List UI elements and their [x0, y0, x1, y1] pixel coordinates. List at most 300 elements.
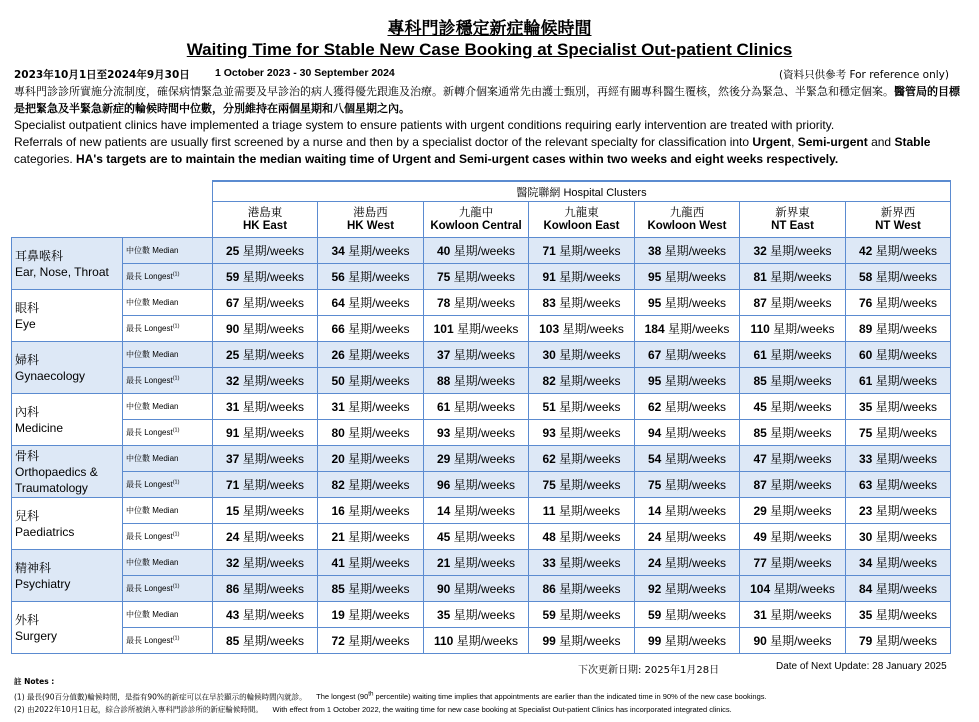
weeks-number: 14: [436, 504, 451, 518]
weeks-number: 72: [331, 634, 345, 648]
longest-footnote-mark: (1): [172, 479, 180, 486]
median-value-cell: [740, 498, 846, 524]
longest-value-cell: [635, 576, 740, 602]
specialty-name-en: Eye: [15, 316, 36, 331]
median-value-cell: [213, 498, 318, 524]
weeks-unit: 星期/weeks: [348, 530, 410, 544]
weeks-unit: 星期/weeks: [453, 530, 516, 544]
weeks-number: 33: [542, 556, 556, 570]
cluster-col-header: [529, 202, 635, 238]
weeks-unit: 星期/weeks: [668, 322, 730, 336]
weeks-number: 99: [542, 634, 556, 648]
intro-en-2: Referrals of new patients are usually first screened by a nurse and then by a specialist doctor of the relevant specialty for classification into Urgent, Semi-urgent and Stable categories. HA's targets are to maintain the median waiting time of Urgent and Semi-urgent cases within two weeks and eight weeks respectively.: [14, 135, 931, 166]
weeks-number: 79: [858, 634, 873, 648]
weeks-unit: 星期/weeks: [242, 426, 305, 440]
longest-label-en: Longest: [144, 480, 173, 489]
weeks-number: 24: [225, 530, 240, 544]
waiting-time-table: [11, 180, 951, 654]
notes: [14, 676, 969, 716]
weeks-unit: 星期/weeks: [559, 426, 621, 440]
weeks-unit: 星期/weeks: [664, 504, 727, 518]
cluster-name-zh: 九龍西: [669, 206, 705, 219]
weeks-unit: 星期/weeks: [453, 478, 516, 492]
longest-value-cell: [846, 420, 951, 446]
longest-label: [123, 264, 213, 290]
median-label-en: Median: [152, 506, 179, 515]
median-value-cell: [635, 446, 740, 472]
longest-label-en: Longest: [144, 428, 173, 437]
weeks-number: 94: [647, 426, 662, 440]
weeks-number: 59: [542, 608, 556, 622]
weeks-unit: 星期/weeks: [453, 348, 516, 362]
weeks-unit: 星期/weeks: [875, 400, 938, 414]
longest-value-cell: [213, 576, 318, 602]
notes-heading: 註 Notes :: [14, 677, 55, 686]
weeks-number: 87: [753, 478, 767, 492]
weeks-number: 71: [225, 478, 240, 492]
weeks-number: 30: [858, 530, 873, 544]
longest-footnote-mark: (1): [172, 635, 180, 642]
weeks-number: 82: [542, 374, 556, 388]
cluster-col-header: [846, 202, 951, 238]
median-label-zh: 中位數: [126, 402, 150, 411]
weeks-number: 47: [753, 452, 767, 466]
median-value-cell: [635, 342, 740, 368]
longest-value-cell: [213, 472, 318, 498]
longest-label-en: Longest: [144, 376, 173, 385]
weeks-number: 104: [750, 582, 771, 596]
longest-footnote-mark: (1): [172, 427, 180, 434]
longest-value-cell: [318, 316, 424, 342]
longest-value-cell: [846, 628, 951, 654]
weeks-number: 34: [858, 556, 873, 570]
specialty-name-en: Paediatrics: [15, 524, 75, 539]
weeks-number: 85: [331, 582, 345, 596]
median-value-cell: [318, 602, 424, 628]
median-value-cell: [635, 238, 740, 264]
weeks-number: 62: [647, 400, 662, 414]
longest-footnote-mark: (1): [172, 375, 180, 382]
weeks-unit: 星期/weeks: [348, 478, 410, 492]
weeks-unit: 星期/weeks: [348, 634, 410, 648]
longest-value-cell: [635, 420, 740, 446]
cluster-name-en: Kowloon Central: [430, 219, 522, 232]
longest-label-en: Longest: [144, 584, 173, 593]
median-value-cell: [529, 342, 635, 368]
longest-label: [123, 524, 213, 550]
median-label: [123, 550, 213, 576]
weeks-unit: 星期/weeks: [664, 452, 727, 466]
weeks-number: 91: [225, 426, 240, 440]
weeks-unit: 星期/weeks: [875, 504, 938, 518]
note-1-en-a: The longest (90: [316, 692, 369, 701]
median-value-cell: [740, 290, 846, 316]
longest-value-cell: [529, 576, 635, 602]
note-2-zh: (2) 由2022年10月1日起，綜合診所被納入專科門診診所的新症輪候時間。: [14, 704, 263, 714]
weeks-number: 75: [858, 426, 873, 440]
weeks-unit: 星期/weeks: [559, 452, 621, 466]
specialty-name-zh: 骨科: [15, 448, 40, 463]
intro-and: and: [867, 135, 895, 149]
weeks-number: 110: [433, 634, 454, 648]
cluster-col-header: [424, 202, 529, 238]
specialty-name-zh: 外科: [15, 612, 40, 627]
specialty-name: [12, 238, 123, 290]
specialty-name-zh: 兒科: [15, 508, 40, 523]
weeks-unit: 星期/weeks: [242, 374, 305, 388]
median-value-cell: [213, 290, 318, 316]
median-value-cell: [424, 342, 529, 368]
median-value-cell: [635, 498, 740, 524]
weeks-number: 76: [858, 296, 873, 310]
weeks-number: 43: [225, 608, 240, 622]
weeks-number: 32: [225, 556, 240, 570]
longest-value-cell: [846, 472, 951, 498]
weeks-number: 63: [858, 478, 873, 492]
median-value-cell: [318, 550, 424, 576]
longest-value-cell: [740, 368, 846, 394]
note-1-en-b: percentile) waiting time implies that appointments are earlier than the indicated time in 90% of the new case bookings.: [373, 692, 767, 701]
weeks-unit: 星期/weeks: [453, 400, 516, 414]
note-1-en-sup: th: [368, 690, 374, 698]
weeks-unit: 星期/weeks: [348, 608, 410, 622]
specialty-name: [12, 394, 123, 446]
weeks-unit: 星期/weeks: [453, 296, 516, 310]
median-value-cell: [424, 290, 529, 316]
weeks-number: 32: [225, 374, 240, 388]
weeks-unit: 星期/weeks: [875, 270, 938, 284]
longest-label-zh: 最長: [126, 480, 142, 489]
longest-value-cell: [424, 368, 529, 394]
median-value-cell: [846, 550, 951, 576]
weeks-unit: 星期/weeks: [348, 400, 410, 414]
weeks-unit: 星期/weeks: [348, 582, 410, 596]
specialty-name-zh: 眼科: [15, 300, 40, 315]
weeks-number: 25: [225, 348, 240, 362]
longest-value-cell: [318, 420, 424, 446]
weeks-number: 31: [753, 608, 767, 622]
cluster-name-en: HK East: [242, 219, 288, 232]
weeks-number: 29: [436, 452, 451, 466]
median-label-en: Median: [152, 402, 179, 411]
median-label-en: Median: [152, 298, 179, 307]
weeks-number: 35: [436, 608, 451, 622]
weeks-unit: 星期/weeks: [453, 504, 516, 518]
weeks-unit: 星期/weeks: [770, 608, 832, 622]
note-2-en: With effect from 1 October 2022, the waiting time for new case booking at Specialist Out-patient Clinics has incorporated integrated clinics.: [272, 704, 732, 714]
longest-label-zh: 最長: [126, 584, 142, 593]
weeks-unit: 星期/weeks: [348, 504, 410, 518]
weeks-unit: 星期/weeks: [559, 478, 621, 492]
longest-value-cell: [740, 316, 846, 342]
median-value-cell: [846, 342, 951, 368]
median-value-cell: [318, 342, 424, 368]
cluster-name-en: NT East: [771, 219, 814, 232]
weeks-number: 25: [225, 244, 240, 258]
longest-value-cell: [740, 628, 846, 654]
longest-value-cell: [213, 264, 318, 290]
specialty-name-en: Orthopaedics & Traumatology: [15, 464, 98, 495]
page-title-zh: 專科門診穩定新症輪候時間: [387, 19, 592, 39]
longest-value-cell: [424, 628, 529, 654]
weeks-unit: 星期/weeks: [559, 348, 621, 362]
cluster-col-header: [740, 202, 846, 238]
median-value-cell: [740, 238, 846, 264]
longest-value-cell: [635, 264, 740, 290]
weeks-number: 71: [542, 244, 556, 258]
longest-value-cell: [318, 576, 424, 602]
median-value-cell: [846, 446, 951, 472]
weeks-number: 75: [647, 478, 662, 492]
weeks-number: 61: [753, 348, 767, 362]
median-value-cell: [529, 550, 635, 576]
weeks-number: 58: [858, 270, 873, 284]
weeks-number: 87: [753, 296, 767, 310]
longest-value-cell: [740, 420, 846, 446]
weeks-number: 30: [542, 348, 556, 362]
median-value-cell: [424, 550, 529, 576]
weeks-number: 86: [542, 582, 556, 596]
weeks-unit: 星期/weeks: [559, 582, 621, 596]
median-value-cell: [740, 550, 846, 576]
cluster-col-header: [635, 202, 740, 238]
weeks-unit: 星期/weeks: [770, 374, 832, 388]
median-value-cell: [635, 550, 740, 576]
weeks-number: 88: [436, 374, 451, 388]
weeks-number: 184: [644, 322, 665, 336]
period-en: 1 October 2023 - 30 September 2024: [215, 67, 395, 79]
weeks-number: 49: [753, 530, 767, 544]
median-value-cell: [529, 394, 635, 420]
weeks-number: 86: [225, 582, 240, 596]
weeks-unit: 星期/weeks: [770, 504, 832, 518]
longest-value-cell: [318, 524, 424, 550]
median-value-cell: [846, 394, 951, 420]
median-value-cell: [529, 238, 635, 264]
median-label-zh: 中位數: [126, 454, 150, 463]
weeks-number: 38: [647, 244, 662, 258]
weeks-number: 21: [331, 530, 345, 544]
longest-label-zh: 最長: [126, 532, 142, 541]
weeks-number: 35: [858, 400, 873, 414]
weeks-unit: 星期/weeks: [348, 348, 410, 362]
weeks-number: 61: [436, 400, 451, 414]
longest-value-cell: [635, 472, 740, 498]
specialty-name-en: Surgery: [15, 628, 58, 643]
median-value-cell: [846, 498, 951, 524]
median-value-cell: [213, 446, 318, 472]
cluster-name-en: Kowloon East: [543, 219, 620, 232]
longest-value-cell: [424, 524, 529, 550]
longest-footnote-mark: (1): [172, 323, 180, 330]
median-label-zh: 中位數: [126, 298, 150, 307]
weeks-number: 101: [433, 322, 454, 336]
longest-footnote-mark: (1): [172, 583, 180, 590]
median-label-en: Median: [152, 246, 179, 255]
page-title-en: Waiting Time for Stable New Case Booking at Specialist Out-patient Clinics: [186, 40, 793, 59]
weeks-number: 95: [647, 374, 662, 388]
longest-value-cell: [846, 524, 951, 550]
weeks-unit: 星期/weeks: [242, 452, 305, 466]
weeks-unit: 星期/weeks: [242, 530, 305, 544]
next-update-zh: 下次更新日期: 2025年1月28日: [578, 665, 720, 676]
weeks-number: 90: [753, 634, 767, 648]
weeks-number: 31: [331, 400, 345, 414]
weeks-unit: 星期/weeks: [875, 452, 938, 466]
weeks-unit: 星期/weeks: [664, 478, 727, 492]
median-value-cell: [846, 602, 951, 628]
weeks-number: 83: [542, 296, 556, 310]
weeks-unit: 星期/weeks: [559, 556, 621, 570]
median-label-zh: 中位數: [126, 558, 150, 567]
median-value-cell: [740, 602, 846, 628]
weeks-unit: 星期/weeks: [457, 322, 519, 336]
weeks-number: 37: [436, 348, 451, 362]
weeks-unit: 星期/weeks: [558, 504, 621, 518]
cluster-col-header: [213, 202, 318, 238]
median-label-en: Median: [152, 610, 179, 619]
longest-value-cell: [318, 628, 424, 654]
longest-label: [123, 576, 213, 602]
period-zh: 2023年10月1日至2024年9月30日: [14, 69, 190, 81]
longest-value-cell: [318, 472, 424, 498]
weeks-unit: 星期/weeks: [453, 426, 516, 440]
median-label: [123, 394, 213, 420]
median-label-en: Median: [152, 454, 179, 463]
longest-value-cell: [846, 264, 951, 290]
term-urgent: Urgent: [752, 135, 792, 149]
longest-label-zh: 最長: [126, 428, 142, 437]
intro-en-2b: categories.: [14, 152, 77, 166]
specialty-name-en: Medicine: [15, 420, 64, 435]
weeks-unit: 星期/weeks: [875, 582, 938, 596]
weeks-unit: 星期/weeks: [348, 452, 410, 466]
median-value-cell: [740, 342, 846, 368]
weeks-number: 23: [858, 504, 873, 518]
specialty-name-zh: 內科: [15, 404, 40, 419]
longest-value-cell: [424, 576, 529, 602]
weeks-number: 99: [647, 634, 662, 648]
median-label: [123, 602, 213, 628]
longest-value-cell: [424, 420, 529, 446]
weeks-unit: 星期/weeks: [453, 452, 516, 466]
weeks-number: 29: [753, 504, 767, 518]
median-value-cell: [529, 290, 635, 316]
weeks-unit: 星期/weeks: [875, 374, 938, 388]
weeks-unit: 星期/weeks: [348, 322, 410, 336]
weeks-number: 80: [331, 426, 345, 440]
weeks-unit: 星期/weeks: [453, 270, 516, 284]
weeks-number: 48: [542, 530, 556, 544]
median-value-cell: [529, 498, 635, 524]
weeks-unit: 星期/weeks: [562, 322, 624, 336]
weeks-unit: 星期/weeks: [559, 374, 621, 388]
median-value-cell: [318, 238, 424, 264]
longest-value-cell: [846, 368, 951, 394]
weeks-unit: 星期/weeks: [664, 634, 727, 648]
cluster-name-zh: 新界西: [880, 206, 916, 219]
longest-value-cell: [635, 316, 740, 342]
longest-value-cell: [635, 368, 740, 394]
weeks-unit: 星期/weeks: [456, 634, 519, 648]
longest-label: [123, 472, 213, 498]
longest-value-cell: [740, 524, 846, 550]
median-value-cell: [213, 550, 318, 576]
longest-footnote-mark: (1): [172, 531, 180, 538]
weeks-unit: 星期/weeks: [770, 556, 832, 570]
weeks-number: 59: [225, 270, 240, 284]
weeks-number: 24: [647, 556, 662, 570]
weeks-number: 60: [858, 348, 873, 362]
specialty-name-zh: 婦科: [15, 352, 40, 367]
weeks-unit: 星期/weeks: [664, 556, 727, 570]
median-value-cell: [318, 498, 424, 524]
longest-label-zh: 最長: [126, 636, 142, 645]
weeks-number: 64: [331, 296, 345, 310]
longest-value-cell: [318, 264, 424, 290]
longest-label-zh: 最長: [126, 376, 142, 385]
median-value-cell: [213, 602, 318, 628]
note-1-en: [316, 692, 766, 701]
longest-value-cell: [213, 524, 318, 550]
weeks-number: 45: [436, 530, 451, 544]
weeks-number: 31: [225, 400, 240, 414]
longest-value-cell: [529, 472, 635, 498]
weeks-number: 45: [753, 400, 767, 414]
weeks-number: 91: [542, 270, 556, 284]
longest-value-cell: [846, 576, 951, 602]
weeks-number: 90: [436, 582, 451, 596]
weeks-number: 50: [331, 374, 345, 388]
weeks-unit: 星期/weeks: [453, 374, 516, 388]
longest-value-cell: [635, 524, 740, 550]
weeks-number: 66: [331, 322, 345, 336]
weeks-number: 20: [331, 452, 345, 466]
weeks-number: 85: [225, 634, 240, 648]
weeks-unit: 星期/weeks: [875, 478, 938, 492]
intro-en-2a: Referrals of new patients are usually first screened by a nurse and then by a specialist doctor of the relevant specialty for classification into: [14, 135, 753, 149]
longest-value-cell: [213, 628, 318, 654]
longest-label: [123, 420, 213, 446]
median-label: [123, 342, 213, 368]
weeks-unit: 星期/weeks: [242, 608, 305, 622]
weeks-number: 67: [647, 348, 662, 362]
weeks-unit: 星期/weeks: [348, 296, 410, 310]
weeks-number: 96: [436, 478, 451, 492]
longest-value-cell: [529, 264, 635, 290]
weeks-unit: 星期/weeks: [770, 244, 832, 258]
weeks-unit: 星期/weeks: [348, 374, 410, 388]
median-value-cell: [424, 394, 529, 420]
weeks-number: 41: [331, 556, 345, 570]
longest-value-cell: [424, 264, 529, 290]
weeks-unit: 星期/weeks: [242, 400, 305, 414]
weeks-number: 78: [436, 296, 451, 310]
weeks-unit: 星期/weeks: [875, 244, 938, 258]
term-stable: Stable: [894, 135, 931, 149]
weeks-number: 81: [753, 270, 767, 284]
weeks-number: 82: [331, 478, 345, 492]
weeks-number: 59: [647, 608, 662, 622]
weeks-number: 85: [753, 374, 767, 388]
specialty-name-zh: 精神科: [15, 560, 52, 575]
median-label-zh: 中位數: [126, 350, 150, 359]
median-label: [123, 290, 213, 316]
median-label: [123, 238, 213, 264]
longest-value-cell: [213, 316, 318, 342]
longest-footnote-mark: (1): [172, 271, 180, 278]
median-label-en: Median: [152, 350, 179, 359]
